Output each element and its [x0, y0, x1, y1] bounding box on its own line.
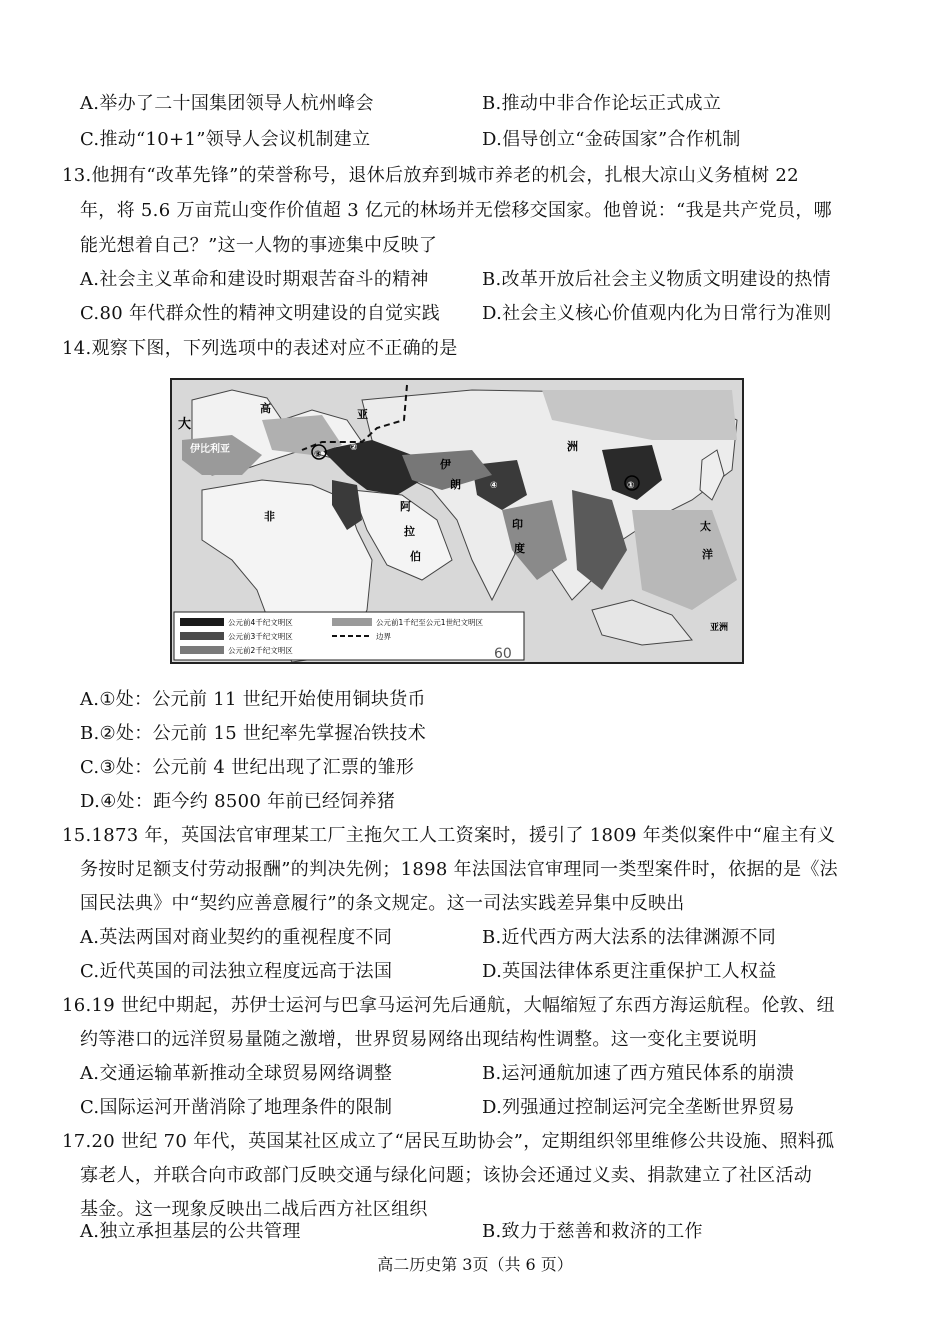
label-lang: 朗 [450, 478, 461, 491]
q14-option-a[interactable]: A.①处：公元前 11 世纪开始使用铜块货币 [80, 689, 426, 710]
q17-option-a[interactable]: A.独立承担基层的公共管理 [80, 1221, 301, 1242]
page-footer: 高二历史第 3页（共 6 页） [377, 1255, 573, 1274]
label-marker-2: ② [350, 443, 358, 453]
q15-option-a[interactable]: A.英法两国对商业契约的重视程度不同 [80, 927, 393, 948]
label-fei: 非 [264, 510, 275, 523]
q12-option-d[interactable]: D.倡导创立“金砖国家”合作机制 [482, 129, 741, 150]
legend-label-5: 边界 [376, 632, 391, 641]
q13-option-b[interactable]: B.改革开放后社会主义物质文明建设的热情 [482, 269, 831, 290]
q13-stem-line3: 能光想着自己？”这一人物的事迹集中反映了 [80, 235, 438, 256]
q16-option-c[interactable]: C.国际运河开凿消除了地理条件的限制 [80, 1097, 393, 1118]
q14-option-b[interactable]: B.②处：公元前 15 世纪率先掌握冶铁技术 [80, 723, 427, 744]
q12-option-c[interactable]: C.推动“10+1”领导人会议机制建立 [80, 129, 371, 150]
q14-option-c[interactable]: C.③处：公元前 4 世纪出现了汇票的雏形 [80, 757, 415, 778]
legend-label-1: 公元前4千纪文明区 [228, 618, 293, 627]
label-marker-3: ③ [314, 450, 322, 460]
label-yang: 洋 [702, 548, 713, 561]
q13-stem-line1: 13.他拥有“改革先锋”的荣誉称号，退休后放弃到城市养老的机会，扎根大凉山义务植树 22 [62, 165, 799, 186]
label-marker-4: ④ [490, 481, 498, 491]
map-svg [172, 380, 742, 662]
label-yin: 印 [512, 518, 523, 531]
q13-option-a[interactable]: A.社会主义革命和建设时期艰苦奋斗的精神 [80, 269, 429, 290]
q16-option-a[interactable]: A.交通运输革新推动全球贸易网络调整 [80, 1063, 393, 1084]
q14-stem: 14.观察下图，下列选项中的表述对应不正确的是 [62, 338, 458, 359]
q15-option-b[interactable]: B.近代西方两大法系的法律渊源不同 [482, 927, 777, 948]
legend-label-2: 公元前3千纪文明区 [228, 632, 293, 641]
q17-stem-line1: 17.20 世纪 70 年代，英国某社区成立了“居民互助协会”，定期组织邻里维修公共设施、照料孤 [62, 1131, 835, 1152]
legend-label-4: 公元前1千纪至公元1世纪文明区 [376, 618, 484, 627]
q15-option-d[interactable]: D.英国法律体系更注重保护工人权益 [482, 961, 777, 982]
label-la: 拉 [404, 525, 415, 538]
legend-swatch-2 [180, 632, 224, 640]
q12-option-b[interactable]: B.推动中非合作论坛正式成立 [482, 93, 722, 114]
q14-option-d[interactable]: D.④处：距今约 8500 年前已经饲养猪 [80, 791, 396, 812]
q17-stem-line2: 寡老人，并联合向市政部门反映交通与绿化问题；该协会还通过义卖、捐款建立了社区活动 [80, 1165, 812, 1186]
civilization-map [170, 378, 744, 664]
q15-stem-line1: 15.1873 年，英国法官审理某工厂主拖欠工人工资案时，援引了 1809 年类似案件中“雇主有义 [62, 825, 836, 846]
q13-stem-line2: 年，将 5.6 万亩荒山变作价值超 3 亿元的林场并无偿移交国家。他曾说：“我是共产党员，哪 [80, 200, 832, 221]
label-marker-1: ① [627, 481, 635, 491]
label-du: 度 [514, 542, 525, 555]
label-tai: 太 [700, 520, 711, 533]
legend-swatch-1 [180, 618, 224, 626]
q16-stem-line1: 16.19 世纪中期起，苏伊士运河与巴拿马运河先后通航，大幅缩短了东西方海运航程。伦敦、纽 [62, 995, 835, 1016]
label-a: 阿 [400, 500, 411, 513]
q15-stem-line2: 务按时足额支付劳动报酬”的判决先例；1898 年法国法官审理同一类型案件时，依据的是《法 [80, 859, 838, 880]
q16-option-b[interactable]: B.运河通航加速了西方殖民体系的崩溃 [482, 1063, 795, 1084]
q13-option-c[interactable]: C.80 年代群众性的精神文明建设的自觉实践 [80, 303, 441, 324]
label-gao: 高 [260, 402, 271, 415]
q17-stem-line3: 基金。这一现象反映出二战后西方社区组织 [80, 1199, 428, 1220]
q15-option-c[interactable]: C.近代英国的司法独立程度远高于法国 [80, 961, 393, 982]
label-bo: 伯 [410, 550, 421, 563]
q16-stem-line2: 约等港口的远洋贸易量随之激增，世界贸易网络出现结构性调整。这一变化主要说明 [80, 1029, 758, 1050]
q16-option-d[interactable]: D.列强通过控制运河完全垄断世界贸易 [482, 1097, 795, 1118]
label-ya: 亚 [357, 408, 368, 421]
q15-stem-line3: 国民法典》中“契约应善意履行”的条文规定。这一司法实践差异集中反映出 [80, 893, 685, 914]
map-page-number: 60 [494, 646, 512, 662]
label-yazhou: 亚洲 [710, 623, 729, 633]
label-da: 大 [178, 417, 192, 432]
label-zhou: 洲 [567, 440, 578, 453]
legend-label-3: 公元前2千纪文明区 [228, 646, 293, 655]
q17-option-b[interactable]: B.致力于慈善和救济的工作 [482, 1221, 703, 1242]
label-iberia: 伊比利亚 [190, 444, 230, 455]
label-yi: 伊 [440, 458, 451, 471]
legend-swatch-3 [180, 646, 224, 654]
legend-swatch-4 [332, 618, 372, 626]
q12-option-a[interactable]: A.举办了二十国集团领导人杭州峰会 [80, 93, 374, 114]
q13-option-d[interactable]: D.社会主义核心价值观内化为日常行为准则 [482, 303, 832, 324]
